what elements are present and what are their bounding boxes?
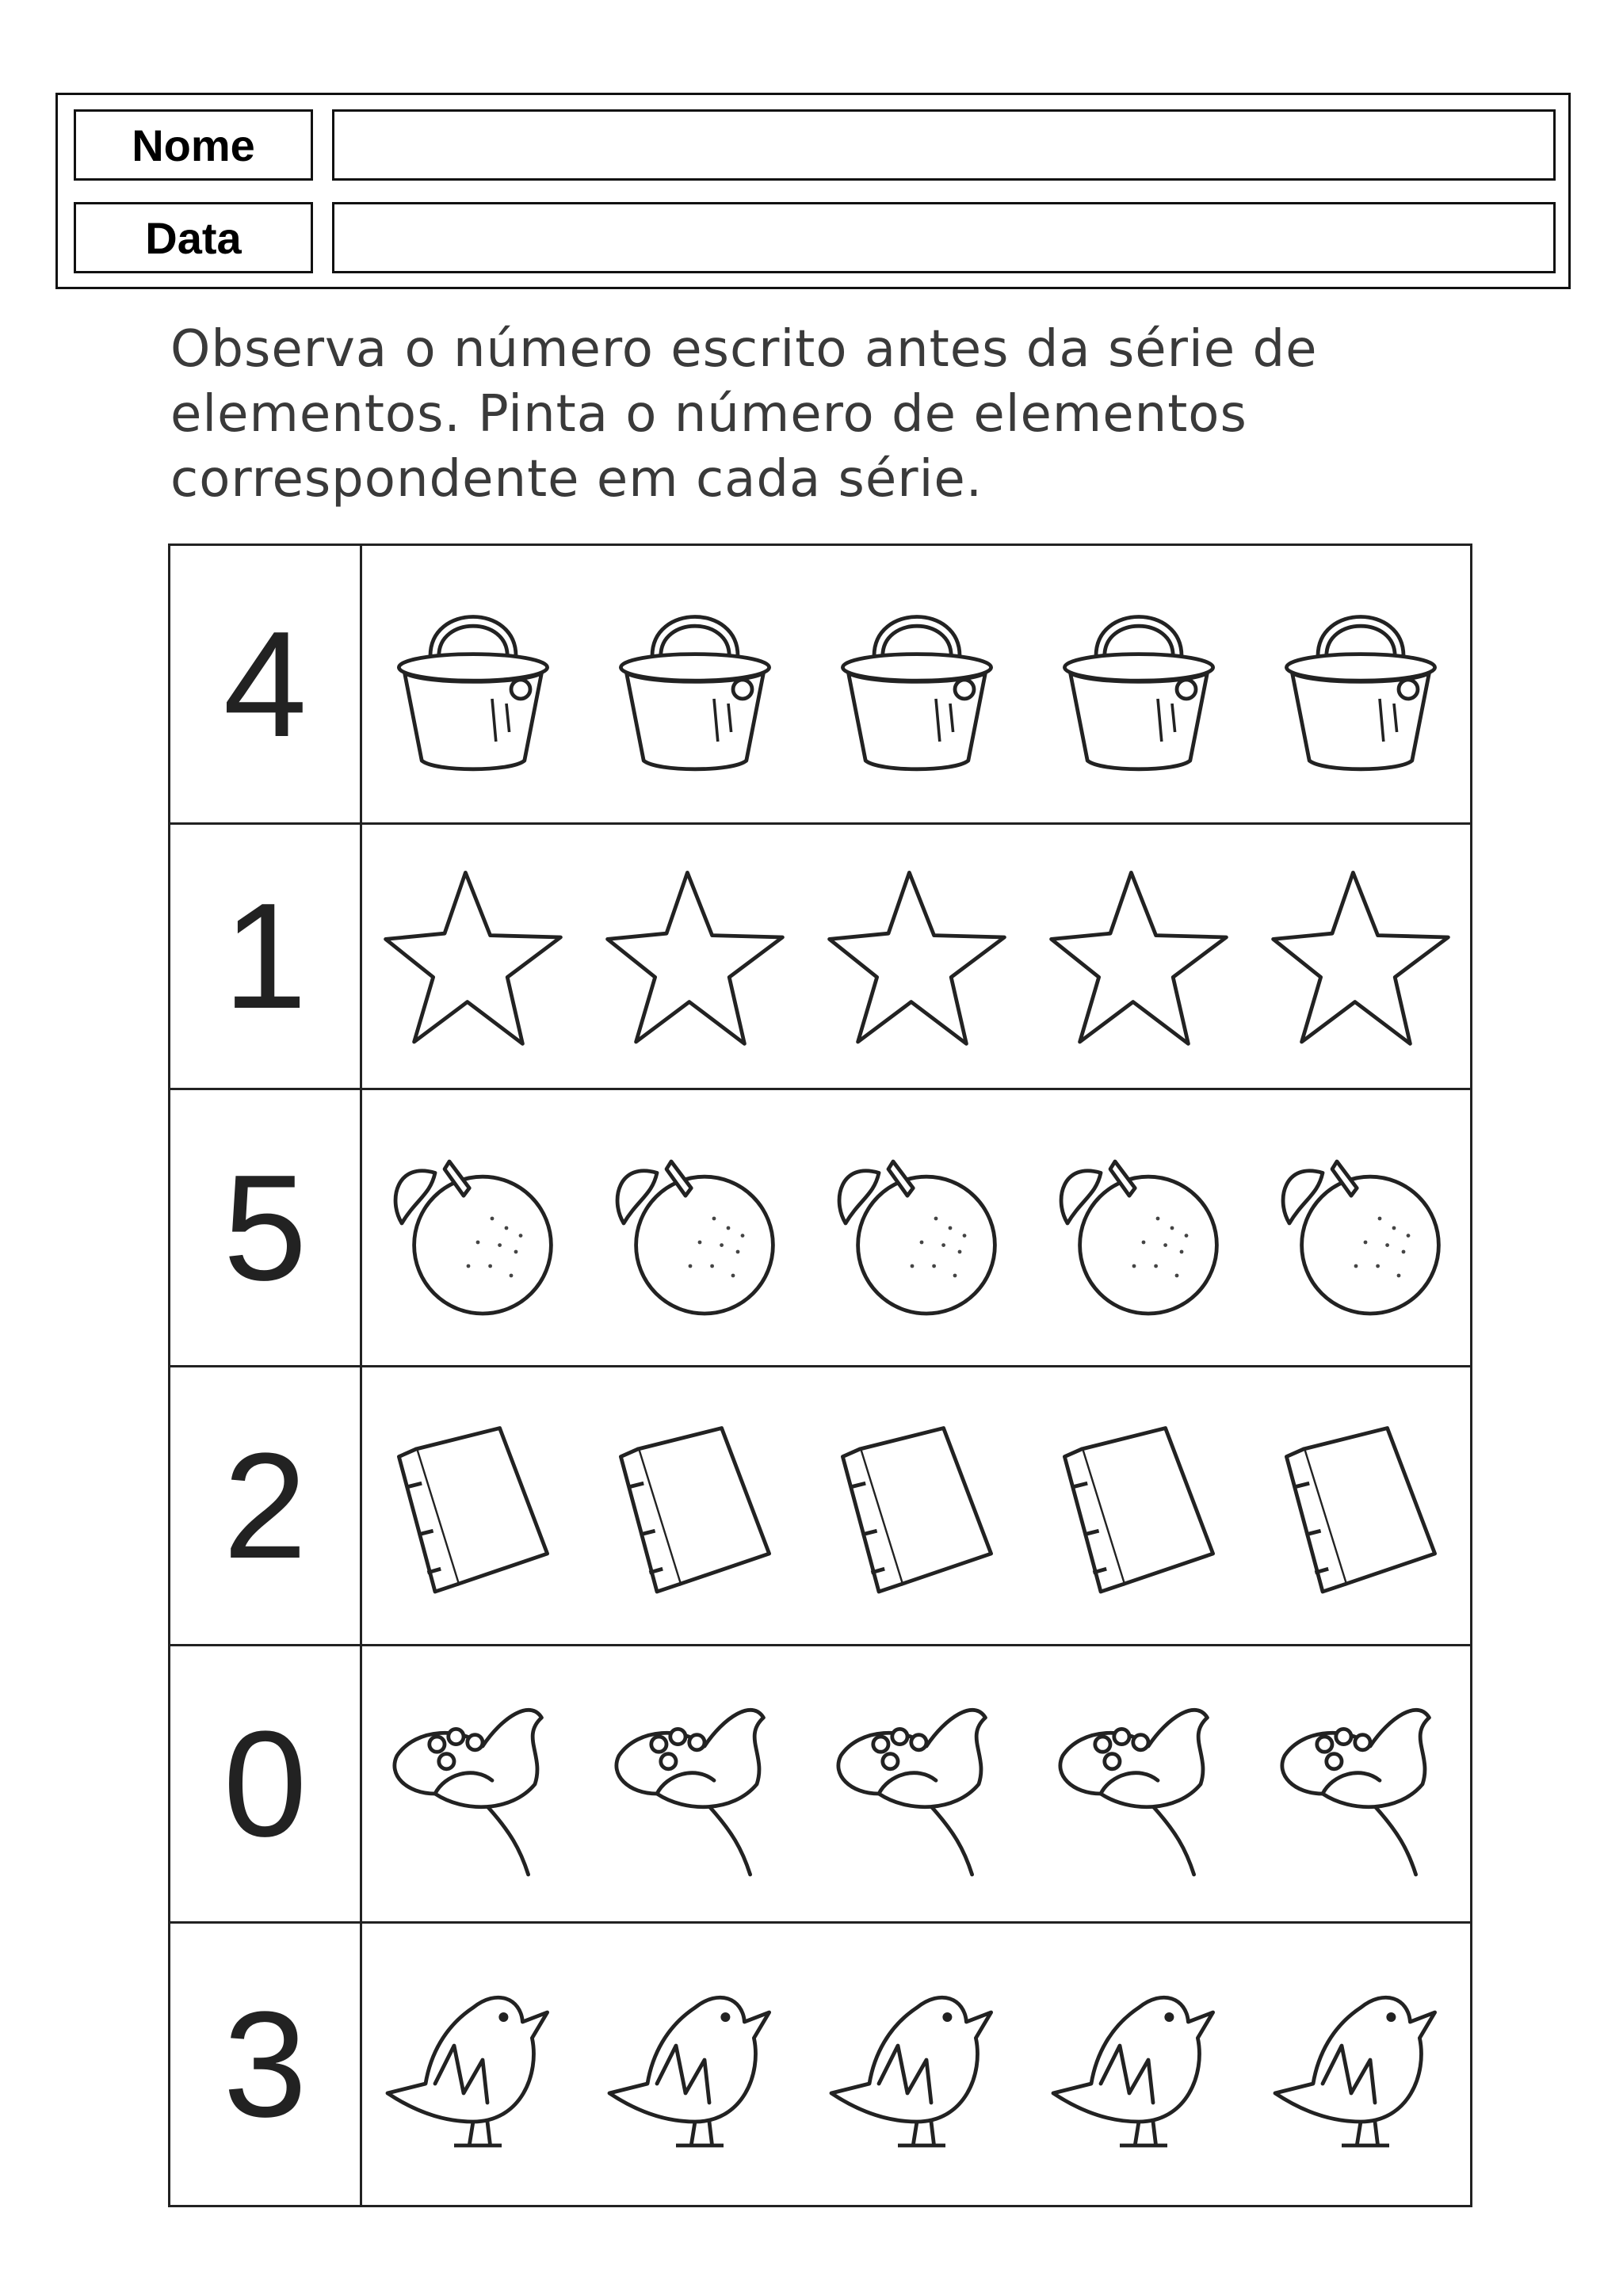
row-number: 1 — [170, 825, 362, 1088]
instructions-line-1: Observa o número escrito antes da série de — [170, 320, 1318, 379]
bird-icon[interactable] — [822, 1970, 1012, 2160]
items-cell — [362, 825, 1470, 1088]
bucket-icon[interactable] — [378, 589, 568, 780]
row-number: 4 — [170, 546, 362, 822]
row-number: 5 — [170, 1090, 362, 1365]
flower-icon[interactable] — [822, 1689, 1012, 1879]
orange-icon[interactable] — [378, 1133, 568, 1323]
book-icon[interactable] — [1266, 1411, 1456, 1601]
orange-icon[interactable] — [600, 1133, 790, 1323]
items-cell — [362, 1646, 1470, 1921]
instructions-line-3: correspondente em cada série. — [170, 450, 983, 509]
row-number: 3 — [170, 1924, 362, 2205]
row-book — [170, 1367, 1470, 1646]
star-icon[interactable] — [378, 861, 568, 1051]
date-field[interactable] — [332, 202, 1556, 273]
orange-icon[interactable] — [1044, 1133, 1234, 1323]
name-label: Nome — [74, 109, 313, 181]
row-number: 0 — [170, 1646, 362, 1921]
bucket-icon[interactable] — [600, 589, 790, 780]
items-cell — [362, 1367, 1470, 1644]
bird-icon[interactable] — [1266, 1970, 1456, 2160]
name-field[interactable] — [332, 109, 1556, 181]
star-icon[interactable] — [600, 861, 790, 1051]
bucket-icon[interactable] — [1044, 589, 1234, 780]
book-icon[interactable] — [822, 1411, 1012, 1601]
bird-icon[interactable] — [600, 1970, 790, 2160]
items-cell — [362, 1924, 1470, 2205]
bucket-icon[interactable] — [1266, 589, 1456, 780]
book-icon[interactable] — [1044, 1411, 1234, 1601]
flower-icon[interactable] — [1044, 1689, 1234, 1879]
row-bucket — [170, 546, 1470, 825]
row-star — [170, 825, 1470, 1090]
bird-icon[interactable] — [1044, 1970, 1234, 2160]
items-cell — [362, 546, 1470, 822]
flower-icon[interactable] — [1266, 1689, 1456, 1879]
bird-icon[interactable] — [378, 1970, 568, 2160]
star-icon[interactable] — [1044, 861, 1234, 1051]
row-number: 2 — [170, 1367, 362, 1644]
row-orange — [170, 1090, 1470, 1367]
orange-icon[interactable] — [1266, 1133, 1456, 1323]
row-bird — [170, 1924, 1470, 2205]
flower-icon[interactable] — [600, 1689, 790, 1879]
star-icon[interactable] — [822, 861, 1012, 1051]
bucket-icon[interactable] — [822, 589, 1012, 780]
counting-grid — [168, 543, 1472, 2207]
items-cell — [362, 1090, 1470, 1365]
instructions-line-2: elementos. Pinta o número de elementos — [170, 385, 1247, 444]
instructions — [170, 317, 1518, 512]
book-icon[interactable] — [600, 1411, 790, 1601]
flower-icon[interactable] — [378, 1689, 568, 1879]
row-flower — [170, 1646, 1470, 1924]
star-icon[interactable] — [1266, 861, 1456, 1051]
header-box — [55, 93, 1571, 289]
book-icon[interactable] — [378, 1411, 568, 1601]
orange-icon[interactable] — [822, 1133, 1012, 1323]
date-label: Data — [74, 202, 313, 273]
